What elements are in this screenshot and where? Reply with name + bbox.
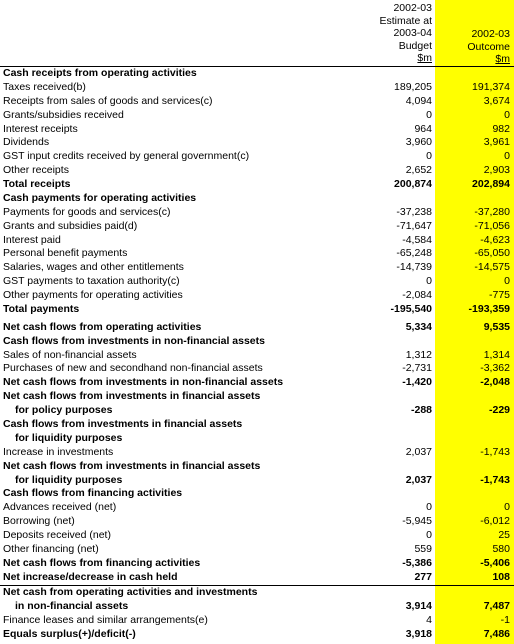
estimate-value: -1,420 xyxy=(402,376,432,389)
row-label: Interest paid xyxy=(3,233,61,246)
outcome-value: -1,743 xyxy=(480,473,510,486)
outcome-value: 7,486 xyxy=(483,627,510,640)
table-row xyxy=(0,67,514,81)
table-row xyxy=(0,515,514,529)
header-estimate-unit: $m xyxy=(417,52,432,65)
table-row xyxy=(0,247,514,261)
table-row xyxy=(0,362,514,376)
row-label: Net cash flows from operating activities xyxy=(3,320,202,333)
estimate-value: -71,647 xyxy=(396,219,432,232)
row-label: Cash flows from investments in non-financial assets xyxy=(3,334,265,347)
outcome-value: 25 xyxy=(498,529,510,542)
table-row xyxy=(0,418,514,432)
row-label: for liquidity purposes xyxy=(15,473,123,486)
table-row xyxy=(0,178,514,192)
row-label: Taxes received(b) xyxy=(3,80,86,93)
estimate-value: -2,731 xyxy=(402,362,432,375)
estimate-value: -2,084 xyxy=(402,289,432,302)
row-label: Net cash from operating activities and investments xyxy=(3,586,258,599)
estimate-value: 189,205 xyxy=(394,80,432,93)
estimate-value: 200,874 xyxy=(394,178,432,191)
estimate-value: 0 xyxy=(426,529,432,542)
header-outcome-line: 2002-03 xyxy=(471,28,510,40)
estimate-value: 0 xyxy=(426,150,432,163)
estimate-value: 2,037 xyxy=(405,445,432,458)
estimate-value: 3,914 xyxy=(405,599,432,612)
outcome-value: -193,359 xyxy=(468,302,510,315)
header-estimate-line: Budget xyxy=(398,39,432,52)
outcome-value: 3,674 xyxy=(483,94,510,107)
estimate-value: 964 xyxy=(414,122,432,135)
row-label: Increase in investments xyxy=(3,445,114,458)
outcome-value: 0 xyxy=(504,275,510,288)
table-row xyxy=(0,529,514,543)
table-row xyxy=(0,192,514,206)
table-row xyxy=(0,460,514,474)
table-row xyxy=(0,571,514,585)
table-row xyxy=(0,136,514,150)
estimate-value: -37,238 xyxy=(396,205,432,218)
row-label: Net cash flows from financing activities xyxy=(3,556,201,569)
row-label: Other receipts xyxy=(3,164,69,177)
outcome-value: -229 xyxy=(488,404,510,417)
row-label: Grants/subsidies received xyxy=(3,108,124,121)
estimate-value: 4,094 xyxy=(405,94,432,107)
row-label: for policy purposes xyxy=(15,404,113,417)
outcome-value: 202,894 xyxy=(472,178,510,191)
row-label: Cash payments for operating activities xyxy=(3,191,197,204)
header-estimate-line: Estimate at xyxy=(379,14,432,27)
outcome-value: -1 xyxy=(500,613,510,626)
outcome-value: -37,280 xyxy=(474,205,510,218)
row-label: Deposits received (net) xyxy=(3,529,111,542)
outcome-value: 3,961 xyxy=(483,136,510,149)
outcome-value: 108 xyxy=(492,570,510,583)
row-label: Purchases of new and secondhand non-financial assets xyxy=(3,362,263,375)
row-label: Personal benefit payments xyxy=(3,247,128,260)
outcome-value: -71,056 xyxy=(474,219,510,232)
estimate-value: -5,945 xyxy=(402,515,432,528)
table-row xyxy=(0,81,514,95)
table-row xyxy=(0,487,514,501)
table-row xyxy=(0,95,514,109)
estimate-value: -5,386 xyxy=(402,556,432,569)
row-label: Net increase/decrease in cash held xyxy=(3,570,178,583)
header-estimate-column xyxy=(352,2,432,65)
outcome-value: 191,374 xyxy=(472,80,510,93)
row-label: Net cash flows from investments in financial assets xyxy=(3,459,261,472)
header-estimate-line: 2003-04 xyxy=(393,27,432,40)
table-row xyxy=(0,164,514,178)
outcome-value: -6,012 xyxy=(480,515,510,528)
row-label: Net cash flows from investments in financial assets xyxy=(3,390,261,403)
header-outcome-line: Outcome xyxy=(467,40,510,53)
table-row xyxy=(0,335,514,349)
row-label: Sales of non-financial assets xyxy=(3,348,137,361)
estimate-value: 1,312 xyxy=(405,348,432,361)
outcome-value: -4,623 xyxy=(480,233,510,246)
outcome-value: 9,535 xyxy=(483,320,510,333)
table-row xyxy=(0,123,514,137)
outcome-value: 0 xyxy=(504,150,510,163)
table-row xyxy=(0,109,514,123)
outcome-value: -775 xyxy=(488,289,510,302)
row-label: GST input credits received by general government(c) xyxy=(3,150,250,163)
outcome-value: 0 xyxy=(504,501,510,514)
estimate-value: 3,960 xyxy=(405,136,432,149)
row-label: Receipts from sales of goods and services(c) xyxy=(3,94,213,107)
row-label: Equals surplus(+)/deficit(-) xyxy=(3,627,136,640)
row-label: in non-financial assets xyxy=(15,599,129,612)
estimate-value: 0 xyxy=(426,501,432,514)
outcome-value: -1,743 xyxy=(480,445,510,458)
table-row xyxy=(0,261,514,275)
table-row xyxy=(0,289,514,303)
table-row xyxy=(0,474,514,488)
outcome-value: 0 xyxy=(504,108,510,121)
row-label: GST payments to taxation authority(c) xyxy=(3,275,180,288)
estimate-value: 0 xyxy=(426,108,432,121)
estimate-value: 4 xyxy=(426,613,432,626)
estimate-value: 559 xyxy=(414,542,432,555)
outcome-value: -65,050 xyxy=(474,247,510,260)
estimate-value: -65,248 xyxy=(396,247,432,260)
outcome-value: -3,362 xyxy=(480,362,510,375)
estimate-value: 5,334 xyxy=(405,320,432,333)
table-row xyxy=(0,404,514,418)
outcome-value: 982 xyxy=(492,122,510,135)
row-label: Borrowing (net) xyxy=(3,515,75,528)
row-label: Dividends xyxy=(3,136,50,149)
row-label: Finance leases and similar arrangements(e) xyxy=(3,613,208,626)
outcome-value: -2,048 xyxy=(480,376,510,389)
outcome-value: 1,314 xyxy=(483,348,510,361)
row-label: Total receipts xyxy=(3,178,71,191)
header-outcome-column xyxy=(432,28,510,66)
row-label: for liquidity purposes xyxy=(15,431,123,444)
header-outcome-unit: $m xyxy=(495,53,510,66)
table-row xyxy=(0,220,514,234)
outcome-value: 7,487 xyxy=(483,599,510,612)
estimate-value: -4,584 xyxy=(402,233,432,246)
row-label: Total payments xyxy=(3,302,80,315)
table-row xyxy=(0,614,514,628)
table-row xyxy=(0,628,514,642)
table-row xyxy=(0,275,514,289)
row-label: Net cash flows from investments in non-financial assets xyxy=(3,376,284,389)
table-row xyxy=(0,446,514,460)
outcome-value: 580 xyxy=(492,542,510,555)
row-label: Advances received (net) xyxy=(3,501,117,514)
estimate-value: 2,037 xyxy=(405,473,432,486)
estimate-value: 2,652 xyxy=(405,164,432,177)
table-row xyxy=(0,376,514,390)
table-row xyxy=(0,150,514,164)
row-label: Cash receipts from operating activities xyxy=(3,67,197,79)
table-row xyxy=(0,557,514,571)
table-row xyxy=(0,586,514,600)
outcome-value: 2,903 xyxy=(483,164,510,177)
row-label: Cash flows from financing activities xyxy=(3,487,183,500)
row-label: Payments for goods and services(c) xyxy=(3,205,171,218)
table-row xyxy=(0,432,514,446)
outcome-value: -14,575 xyxy=(474,261,510,274)
estimate-value: -288 xyxy=(410,404,432,417)
estimate-value: 3,918 xyxy=(405,627,432,640)
row-label: Cash flows from investments in financial assets xyxy=(3,418,243,430)
row-label: Other payments for operating activities xyxy=(3,289,183,302)
row-label: Grants and subsidies paid(d) xyxy=(3,219,138,232)
estimate-value: -195,540 xyxy=(390,302,432,315)
row-label: Other financing (net) xyxy=(3,542,99,555)
table-row xyxy=(0,234,514,248)
outcome-value: -5,406 xyxy=(480,556,510,569)
estimate-value: -14,739 xyxy=(396,261,432,274)
estimate-value: 277 xyxy=(414,570,432,583)
table-row xyxy=(0,543,514,557)
table-row xyxy=(0,321,514,335)
header-estimate-line: 2002-03 xyxy=(393,2,432,14)
table-row xyxy=(0,206,514,220)
table-row xyxy=(0,303,514,317)
table-row xyxy=(0,501,514,515)
table-row xyxy=(0,390,514,404)
estimate-value: 0 xyxy=(426,275,432,288)
table-row xyxy=(0,349,514,363)
row-label: Salaries, wages and other entitlements xyxy=(3,261,184,274)
table-row xyxy=(0,600,514,614)
row-label: Interest receipts xyxy=(3,122,78,135)
